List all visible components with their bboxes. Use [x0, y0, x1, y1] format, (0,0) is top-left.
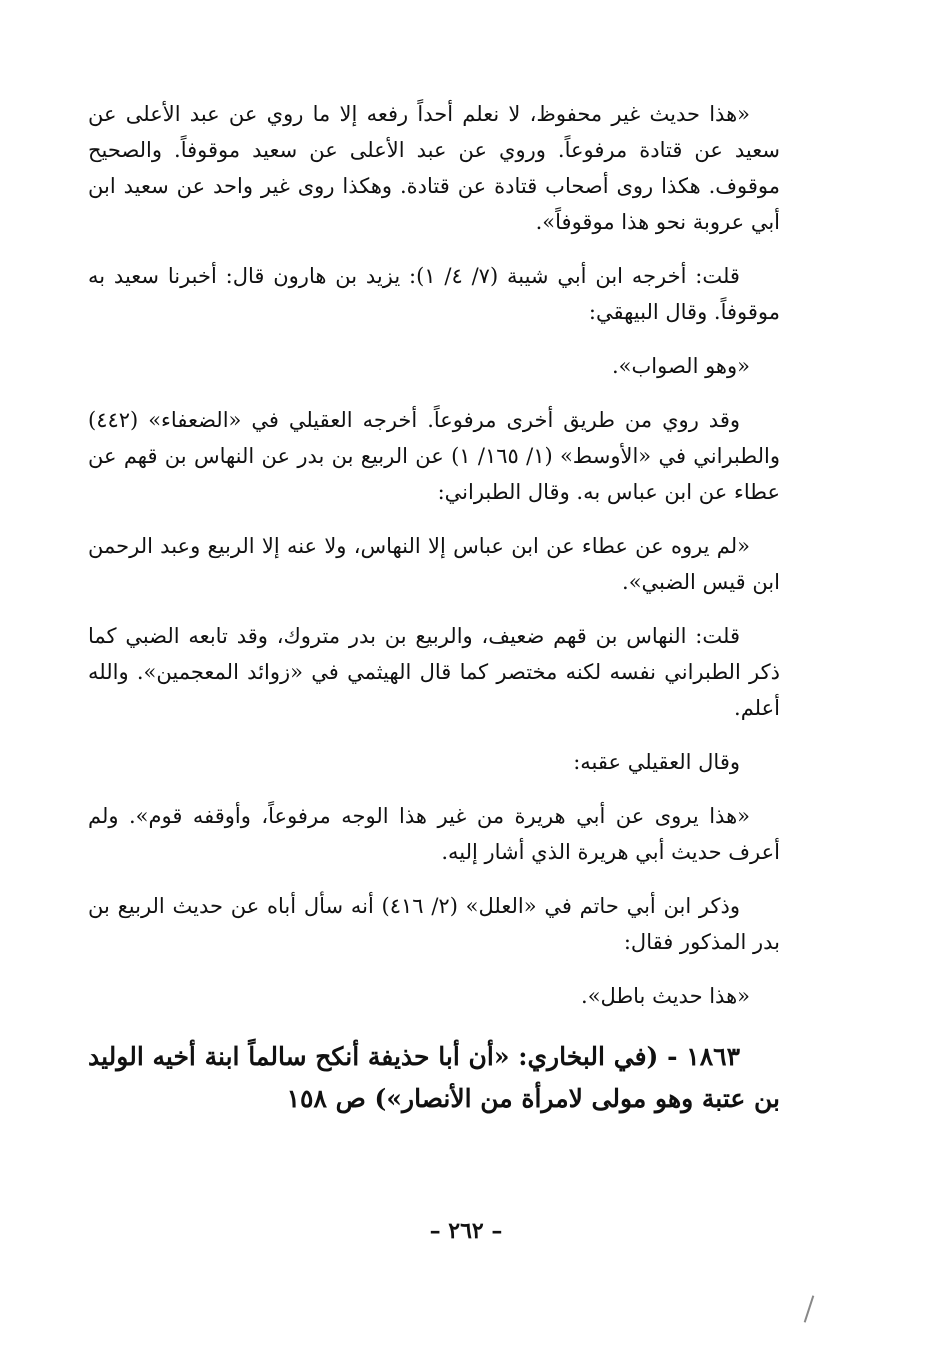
margin-mark: [804, 1295, 815, 1322]
commentary-paragraph: وقد روي من طريق أخرى مرفوعاً. أخرجه العقيلي في «الضعفاء» (٤٤٢) والطبراني في «الأوسط» (١/ ١٦٥/ ١) عن الربيع بن بدر عن النهاس بن قهم عن عطاء عن ابن عباس به. وقال الطبراني:: [88, 408, 780, 504]
quote-paragraph: «هذا يروى عن أبي هريرة من غير هذا الوجه مرفوعاً، وأوقفه قوم». ولم أعرف حديث أبي هريرة الذي أشار إليه.: [88, 804, 780, 864]
commentary-paragraph: قلت: النهاس بن قهم ضعيف، والربيع بن بدر متروك، وقد تابعه الضبي كما ذكر الطبراني نفسه لكنه مختصر كما قال الهيثمي في «زوائد المعجمين». والله أعلم.: [88, 624, 780, 720]
quote-paragraph: «لم يروه عن عطاء عن ابن عباس إلا النهاس، ولا عنه إلا الربيع وعبد الرحمن ابن قيس الضبي».: [88, 534, 780, 594]
page-number: – ٢٦٢ –: [429, 1218, 503, 1244]
commentary-paragraph: وقال العقيلي عقبه:: [573, 750, 740, 774]
quote-paragraph: «وهو الصواب».: [611, 354, 750, 378]
hadith-entry-heading: ١٨٦٣ - (في البخاري: «أن أبا حذيفة أنكح سالماً ابنة أخيه الوليد بن عتبة وهو مولى لامرأة من الأنصار») ص ١٥٨: [88, 1042, 780, 1113]
page-body: [88, 96, 780, 1120]
commentary-paragraph: وذكر ابن أبي حاتم في «العلل» (٢/ ٤١٦) أنه سأل أباه عن حديث الربيع بن بدر المذكور فقال:: [88, 894, 780, 954]
commentary-paragraph: قلت: أخرجه ابن أبي شيبة (٧/ ٤/ ١): يزيد بن هارون قال: أخبرنا سعيد به موقوفاً. وقال البيهقي:: [88, 264, 780, 324]
quote-paragraph: «هذا حديث غير محفوظ، لا نعلم أحداً رفعه إلا ما روي عن عبد الأعلى عن سعيد عن قتادة مرفوعاً. وروي عن عبد الأعلى عن سعيد موقوفاً. والصحيح موقوف. هكذا روى أصحاب قتادة عن قتادة. وهكذا روى غير واحد عن سعيد ابن أبي عروبة نحو هذا موقوفاً».: [88, 102, 781, 234]
quote-paragraph: «هذا حديث باطل».: [581, 984, 750, 1008]
